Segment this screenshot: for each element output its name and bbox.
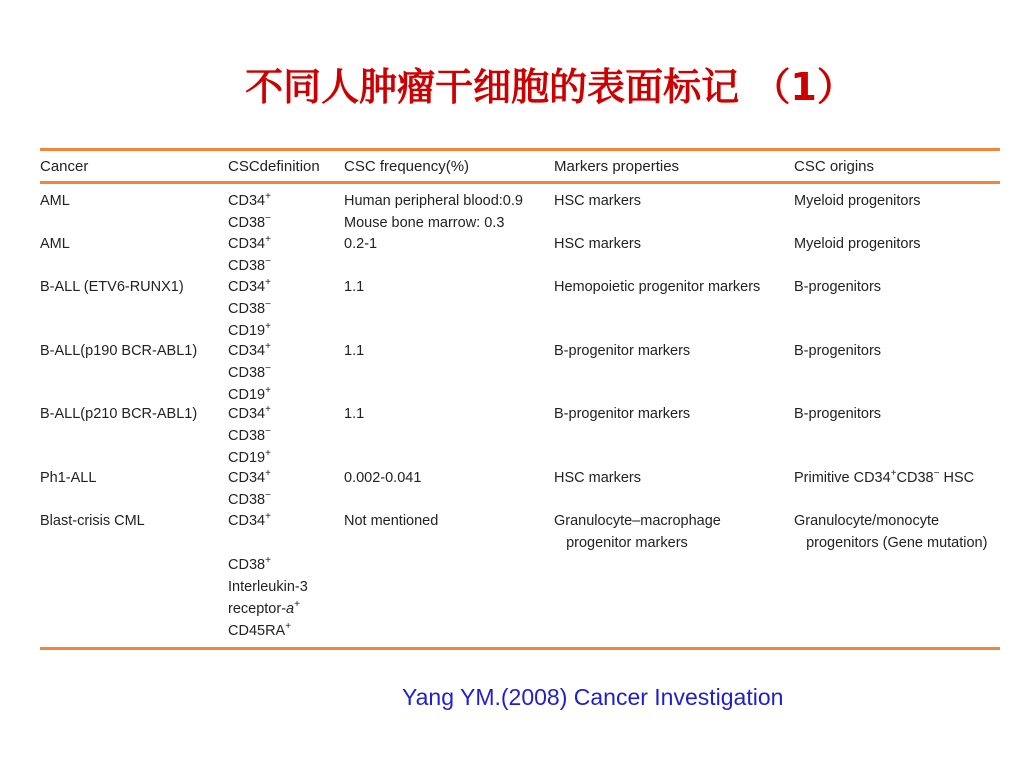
cell-cancer: Blast-crisis CML: [40, 513, 145, 529]
cell-csc-origins: Myeloid progenitors: [794, 193, 921, 209]
definition-line: CD19+: [228, 448, 271, 466]
cell-csc-frequency: Human peripheral blood:0.9 Mouse bone marrow: 0.3: [344, 193, 523, 231]
cell-cancer: B-ALL (ETV6-RUNX1): [40, 279, 184, 295]
cell-markers-properties: Granulocyte–macrophage progenitor markers: [554, 513, 721, 551]
cell-markers-properties: B-progenitor markers: [554, 406, 691, 422]
definition-line: CD34+: [228, 191, 271, 209]
cell-csc-frequency: Not mentioned: [344, 513, 439, 529]
cell-csc-definition: [228, 340, 271, 406]
cell-cancer: AML: [40, 193, 70, 209]
slide-title: 不同人肿瘤干细胞的表面标记 （1）: [245, 65, 855, 109]
header-csc-frequency: CSC frequency(%): [344, 158, 470, 175]
cell-csc-definition: [228, 403, 271, 469]
definition-line: CD34+: [228, 404, 271, 422]
definition-line: CD38−: [228, 363, 271, 381]
definition-line: CD38−: [228, 490, 271, 508]
cell-csc-definition: [228, 510, 308, 642]
cell-markers-properties: HSC markers: [554, 470, 642, 486]
definition-line: CD45RA+: [228, 621, 292, 639]
definition-line: CD38+: [228, 555, 271, 573]
header-csc-definition: CSCdefinition: [228, 158, 320, 175]
cell-csc-frequency: 0.002-0.041: [344, 470, 422, 486]
cell-markers-properties: HSC markers: [554, 236, 642, 252]
table-bottom-rule: [40, 647, 1000, 650]
cell-markers-properties: HSC markers: [554, 193, 642, 209]
cell-csc-origins: Myeloid progenitors: [794, 236, 921, 252]
header-csc-origins: CSC origins: [794, 158, 875, 175]
definition-line: CD38−: [228, 299, 271, 317]
definition-line: CD34+: [228, 468, 271, 486]
cell-csc-definition: [228, 467, 271, 511]
definition-line: CD38−: [228, 256, 271, 274]
cell-csc-frequency: 0.2-1: [344, 236, 378, 252]
header-markers-properties: Markers properties: [554, 158, 680, 175]
citation: Yang YM.(2008) Cancer Investigation: [402, 684, 784, 710]
definition-line: Interleukin-3: [228, 579, 308, 595]
cell-csc-origins: B-progenitors: [794, 343, 882, 359]
cell-csc-origins: B-progenitors: [794, 406, 882, 422]
cell-cancer: B-ALL(p190 BCR-ABL1): [40, 343, 198, 359]
cell-cancer: B-ALL(p210 BCR-ABL1): [40, 406, 198, 422]
cell-csc-frequency: 1.1: [344, 343, 365, 359]
cell-csc-origins: B-progenitors: [794, 279, 882, 295]
cell-csc-definition: [228, 233, 271, 277]
definition-line: CD38−: [228, 213, 271, 231]
definition-line: CD38−: [228, 426, 271, 444]
definition-line: CD34+: [228, 511, 271, 529]
cell-cancer: Ph1-ALL: [40, 470, 97, 486]
cell-markers-properties: B-progenitor markers: [554, 343, 691, 359]
cell-cancer: AML: [40, 236, 70, 252]
header-cancer: Cancer: [40, 158, 89, 175]
table-top-rule: [40, 148, 1000, 151]
cell-csc-origins: Granulocyte/monocyte progenitors (Gene mutation): [794, 513, 988, 551]
definition-line: CD34+: [228, 341, 271, 359]
definition-line: CD19+: [228, 321, 271, 339]
cell-csc-definition: [228, 190, 271, 234]
definition-line: [228, 532, 308, 554]
origins-line: Primitive CD34+CD38− HSC: [794, 468, 975, 486]
cell-markers-properties: Hemopoietic progenitor markers: [554, 279, 761, 295]
cell-csc-definition: [228, 276, 271, 342]
cell-csc-origins: [794, 467, 974, 489]
definition-line: CD19+: [228, 385, 271, 403]
definition-line: CD34+: [228, 234, 271, 252]
table-header-rule: [40, 181, 1000, 184]
definition-line: CD34+: [228, 277, 271, 295]
definition-line: receptor-a+: [228, 599, 300, 617]
cell-csc-frequency: 1.1: [344, 406, 365, 422]
cell-csc-frequency: 1.1: [344, 279, 365, 295]
